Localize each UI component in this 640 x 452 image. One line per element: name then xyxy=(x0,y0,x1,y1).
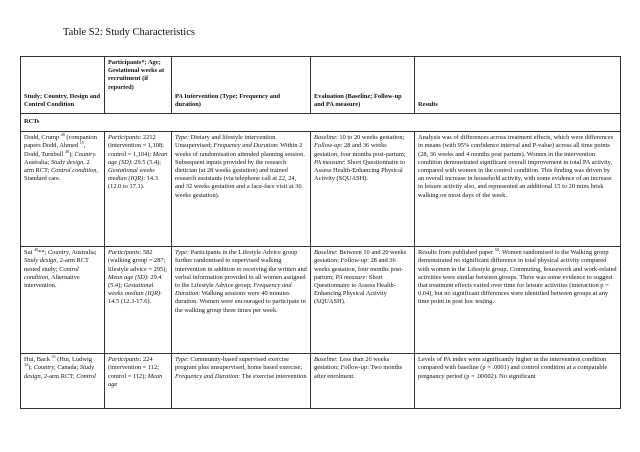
evaluation-cell: Baseline: Between 10 and 20 weeks gestation; Follow-up: 28 and 36 weeks gestation, four months post-partum; PA measure: Short Questionnaire to Assess Health-Enhancing Physical Activity (SQUASH). xyxy=(311,247,415,354)
header-pa-intervention: PA Intervention (Type; Frequency and duration) xyxy=(172,57,311,114)
results-cell: Results from published paper $^{58}$: Women randomised to the Walking group demonstrated no significant difference in total physical activity compared with women in the Lifestyle group. Commuting, housework and work-related activities were similar between groups. There was some evidence to suggest that treatment effects varied over time for leisure activities (interaction p = 0.04), but no significant differences were identified between groups at any time point in post hoc testing. xyxy=(415,247,621,354)
header-results: Results xyxy=(415,57,621,114)
results-cell: Analysis was of differences across treatment effects, which were differences in means (with 95% confidence interval and P-value) across all time points (28, 36 weeks and 4 months post partum). Women in the intervention condition demonstrated significant overall improvement in total PA activity, compared with women in the control condition. This finding was driven by an overall increase in household activity, with some evidence of an increase in leisure activity also, and represented an additional 15 to 20 mins brisk walking on most days of the week. xyxy=(415,132,621,247)
pa-intervention-cell: Type: Community-based supervised exercise program plus unsupervised, home based exercise; Frequency and Duration: The exercise intervention xyxy=(172,354,311,409)
header-evaluation: Evaluation (Baseline; Follow-up and PA measure) xyxy=(311,57,415,114)
table-caption: Table S2: Study Characteristics xyxy=(63,27,195,38)
header-study: Study; Country, Design and Control Condition xyxy=(21,57,105,114)
table-row xyxy=(21,247,621,354)
study-cell: Dodd, Crump $^{28}$ (companion papers Dodd, Ahmed $^{15}$, Dodd, Turnbull $^{40}$); Country. Australia; Study design, 2 arm RCT; Control condition, Standard care. xyxy=(21,132,105,247)
pa-intervention-cell: Type: Dietary and lifestyle intervention. Unsupervised; Frequency and Duration: Within 2 weeks of randomisation attended planning session. Subsequent inputs provided by the research dietician (at 28 weeks gestation) and trained research assistants (via telephone call at 22, 24, and 32 weeks gestation and a face-face visit at 36 weeks gestation). xyxy=(172,132,311,247)
evaluation-cell: Baseline: Less than 26 weeks gestation; Follow-up: Two months after enrolment. xyxy=(311,354,415,409)
table-row xyxy=(21,132,621,247)
participants-cell: Participants: 582 (walking group = 287; lifestyle advice = 295); Mean age (SD): 29.4 (5.4); Gestational weeks median (IQR): 14.5 (12.3-17.6). xyxy=(105,247,172,354)
table-header-row xyxy=(21,57,621,114)
section-label-rcts: RCTs xyxy=(21,114,621,132)
study-cell: Sui $^{48}$**; Country, Australia; Study design, 2-arm RCT nested study; Control condition, Alternative intervention. xyxy=(21,247,105,354)
participants-cell: Participants: 2212 (intervention = 1,108; control = 1,104); Mean age (SD): 29.5 (5.4); Gestational weeks median (IQR): 14.3 (12.0 to 17.1). xyxy=(105,132,172,247)
section-row xyxy=(21,114,621,132)
table-row xyxy=(21,354,621,409)
participants-cell: Participants: 224 (intervention = 112; control = 112); Mean age xyxy=(105,354,172,409)
results-cell: Levels of PA index were significantly higher in the intervention condition compared with baseline (p = .0001) and control condition at a comparable pregnancy period (p = .00002). No significant xyxy=(415,354,621,409)
header-participants: Participants*; Age; Gestational weeks at recruitment (if reported) xyxy=(105,57,172,114)
study-characteristics-table xyxy=(20,56,621,409)
pa-intervention-cell: Type: Participants in the Lifestyle Advice group further randomised to supervised walking intervention in addition to receiving the written and verbal information provided to all women assigned to the Lifestyle Advice group; Frequency and Duration: Walking sessions were 40 minutes duration. Women were encouraged to participate in the walking group three times per week. xyxy=(172,247,311,354)
study-cell: Hui, Back $^{33}$ (Hui, Ludwig $^{34}$); Country, Canada; Study design, 2-arm RCT; Control xyxy=(21,354,105,409)
evaluation-cell: Baseline: 10 to 20 weeks gestation; Follow-up: 28 and 36 weeks gestation, four months post-partum; PA measure: Short Questionnaire to Assess Health-Enhancing Physical Activity (SQUASH). xyxy=(311,132,415,247)
